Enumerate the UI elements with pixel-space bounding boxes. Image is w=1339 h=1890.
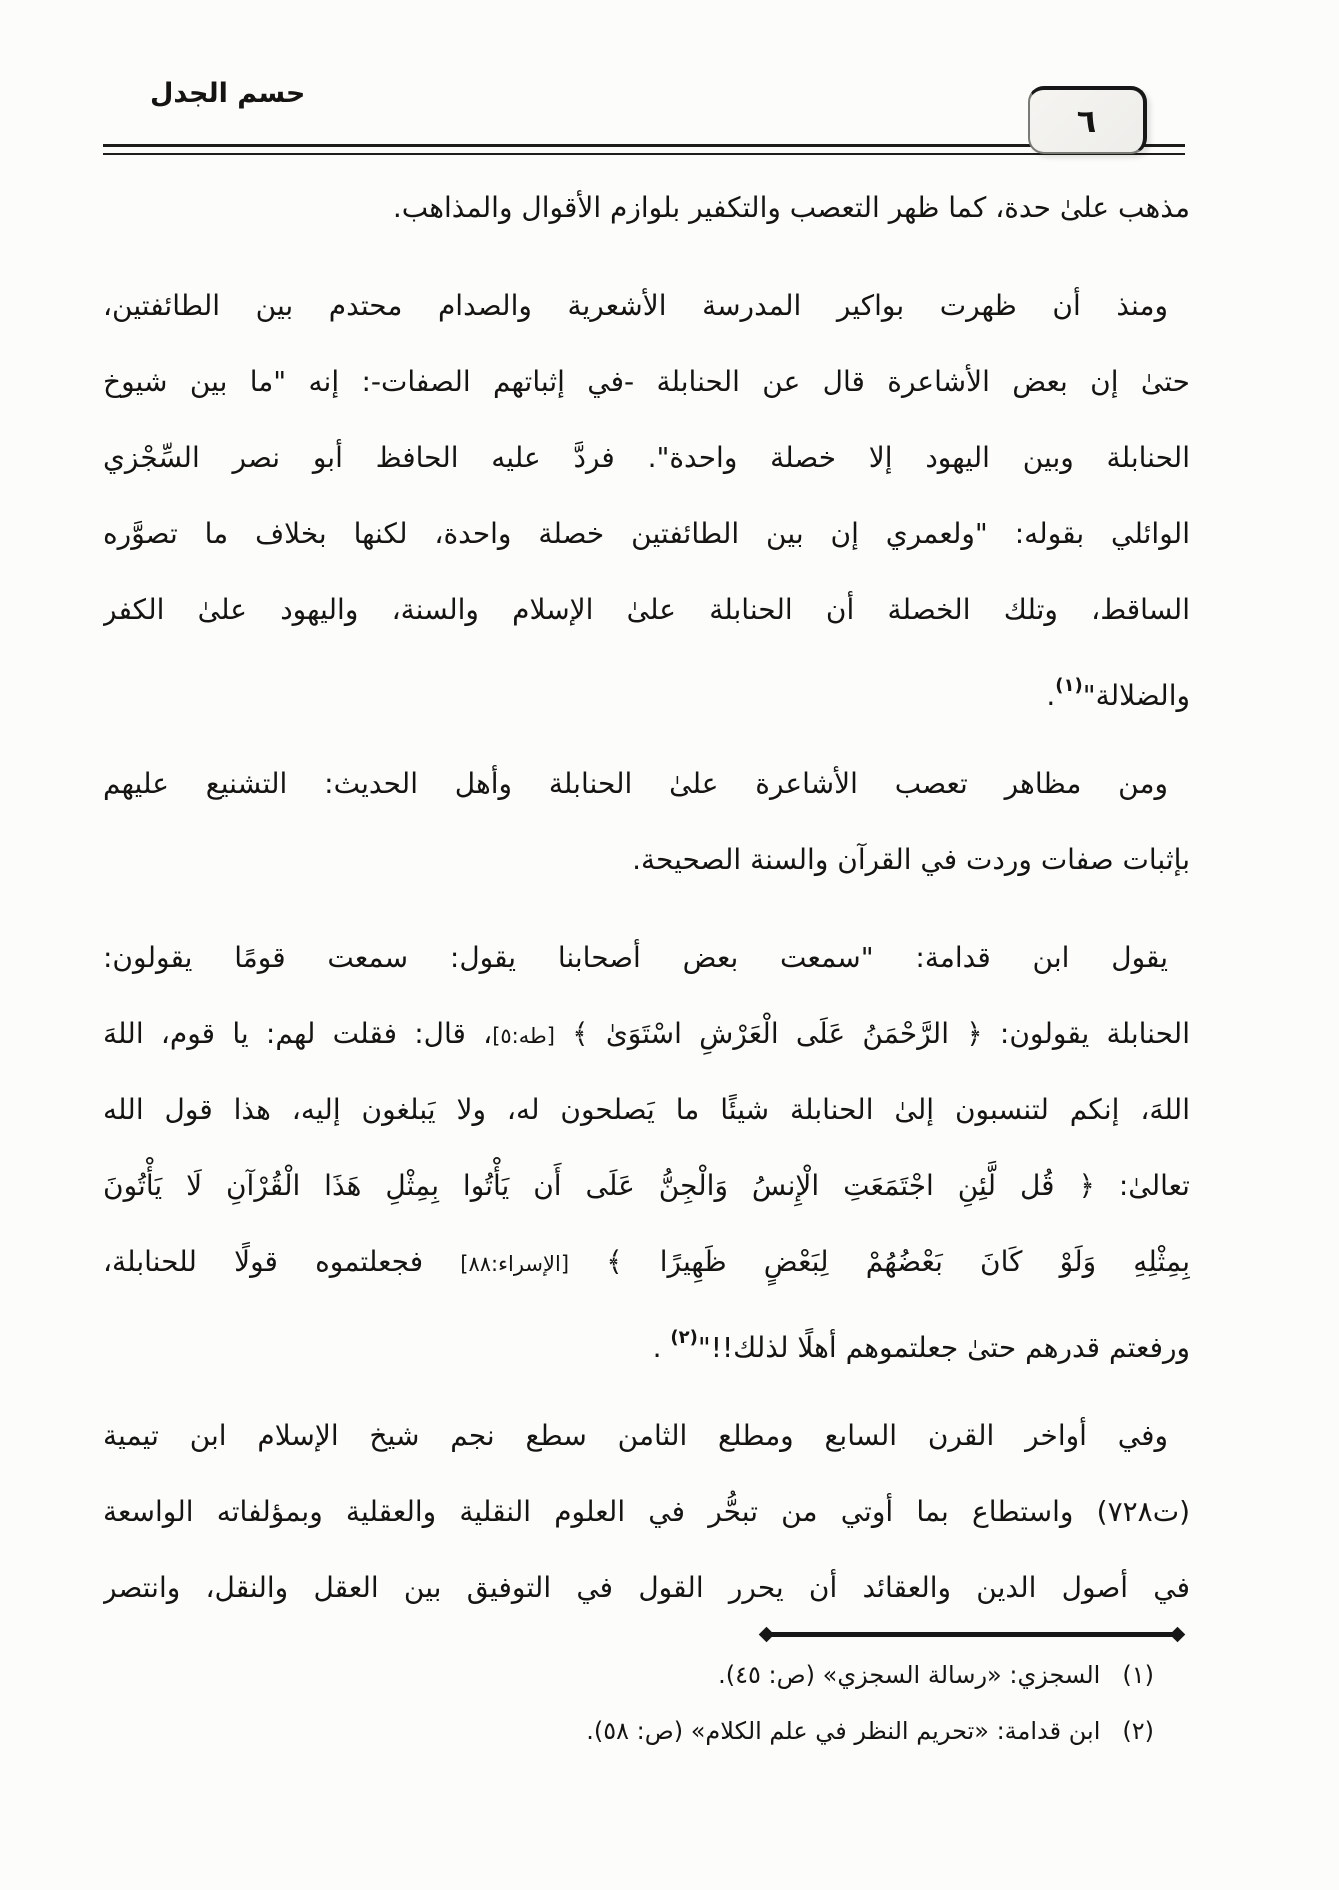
text-line (103, 822, 1190, 898)
body-text-run: الحنابلة يقولون: (982, 1017, 1190, 1050)
body-text-run: تعالىٰ: (1094, 1169, 1190, 1202)
paragraph (103, 170, 1190, 246)
paragraph (103, 1398, 1190, 1626)
body-text-run: ، قال: فقلت لهم: يا قوم، اللهَ (103, 1017, 493, 1050)
body-text (103, 170, 1190, 1648)
body-text-run: والضلالة" (1082, 679, 1190, 712)
footnote-line (103, 1647, 1190, 1703)
footnote-separator (766, 1632, 1178, 1637)
text-line (103, 1300, 1190, 1376)
verse-reference: [الإسراء:٨٨] (460, 1252, 570, 1276)
paragraph (103, 268, 1190, 724)
quran-verse: ﴿ الرَّحْمَنُ عَلَى الْعَرْشِ اسْتَوَىٰ ﴾ (554, 1017, 983, 1050)
text-line (103, 1550, 1190, 1626)
text-line (103, 496, 1190, 572)
text-line (103, 920, 1190, 996)
footnote-list (103, 1647, 1190, 1759)
quran-verse: بِمِثْلِهِ وَلَوْ كَانَ بَعْضُهُمْ لِبَعْضٍ ظَهِيرًا ﴾ (569, 1245, 1190, 1278)
text-line (103, 746, 1190, 822)
paragraph (103, 920, 1190, 1376)
footnote-text: السجزي: «رسالة السجزي» (ص: ٤٥). (718, 1661, 1101, 1689)
body-text-run: وفي أواخر القرن السابع ومطلع الثامن سطع نجم شيخ الإسلام ابن تيمية (103, 1419, 1168, 1452)
page-number: ٦ (1076, 102, 1097, 140)
footnote-marker: (١) (1055, 675, 1083, 696)
text-line (103, 1474, 1190, 1550)
body-text-run: الساقط، وتلك الخصلة أن الحنابلة علىٰ الإسلام والسنة، واليهود علىٰ الكفر (103, 593, 1190, 626)
quran-verse: ﴿ قُل لَّئِنِ اجْتَمَعَتِ الْإِنسُ وَالْجِنُّ عَلَى أَن يَأْتُوا بِمِثْلِ هَذَا الْقُرْآنِ لَا يَأْتُونَ (103, 1169, 1095, 1202)
body-text-run: اللهَ، إنكم لتنسبون إلىٰ الحنابلة شيئًا ما يَصلحون له، ولا يَبلغون إليه، هذا قول الله (103, 1093, 1190, 1126)
body-text-run: بإثبات صفات وردت في القرآن والسنة الصحيحة. (632, 843, 1190, 876)
body-text-run: . (652, 1331, 671, 1364)
text-line (103, 996, 1190, 1072)
text-line (103, 1398, 1190, 1474)
body-text-run: حتىٰ إن بعض الأشاعرة قال عن الحنابلة -في إثباتهم الصفات-: إنه "ما بين شيوخ (103, 365, 1190, 398)
footnote-number: (١) (1122, 1661, 1154, 1689)
footnote-number: (٢) (1122, 1717, 1154, 1745)
header-rule-top (103, 144, 1185, 147)
text-line (103, 1072, 1190, 1148)
footnote-marker: (٢) (670, 1327, 698, 1348)
body-text-run: ومن مظاهر تعصب الأشاعرة علىٰ الحنابلة وأهل الحديث: التشنيع عليهم (103, 767, 1168, 800)
body-text-run: مذهب علىٰ حدة، كما ظهر التعصب والتكفير بلوازم الأقوال والمذاهب. (392, 191, 1190, 224)
paragraph (103, 746, 1190, 898)
body-text-run: يقول ابن قدامة: "سمعت بعض أصحابنا يقول: سمعت قومًا يقولون: (103, 941, 1168, 974)
text-line (103, 268, 1190, 344)
footnote-line (103, 1703, 1190, 1759)
running-head-title: حسم الجدل (150, 78, 306, 109)
header-rule-bottom (103, 153, 1185, 155)
body-text-run: الوائلي بقوله: "ولعمري إن بين الطائفتين خصلة واحدة، لكنها بخلاف ما تصوَّره (103, 517, 1190, 550)
footnote-text: ابن قدامة: «تحريم النظر في علم الكلام» (ص: ٥٨). (586, 1717, 1101, 1745)
body-text-run: في أصول الدين والعقائد أن يحرر القول في التوفيق بين العقل والنقل، وانتصر (103, 1571, 1190, 1604)
text-line (103, 344, 1190, 420)
text-line (103, 420, 1190, 496)
text-line (103, 648, 1190, 724)
text-line (103, 1224, 1190, 1300)
page-header (0, 0, 1339, 170)
page-number-badge (1028, 86, 1147, 154)
footnotes-section (103, 1624, 1190, 1759)
body-text-run: الحنابلة وبين اليهود إلا خصلة واحدة". فردَّ عليه الحافظ أبو نصر السِّجْزي (103, 441, 1190, 474)
text-line (103, 572, 1190, 648)
body-text-run: ورفعتم قدرهم حتىٰ جعلتموهم أهلًا لذلك!!" (697, 1331, 1190, 1364)
verse-reference: [طه:٥] (492, 1024, 555, 1048)
text-line (103, 170, 1190, 246)
body-text-run: ومنذ أن ظهرت بواكير المدرسة الأشعرية والصدام محتدم بين الطائفتين، (103, 289, 1168, 322)
text-line (103, 1148, 1190, 1224)
body-text-run: فجعلتموه قولًا للحنابلة، (103, 1245, 461, 1278)
body-text-run: (ت٧٢٨) واستطاع بما أوتي من تبحُّر في العلوم النقلية والعقلية وبمؤلفاته الواسعة (103, 1495, 1190, 1528)
body-text-run: . (1046, 679, 1056, 712)
